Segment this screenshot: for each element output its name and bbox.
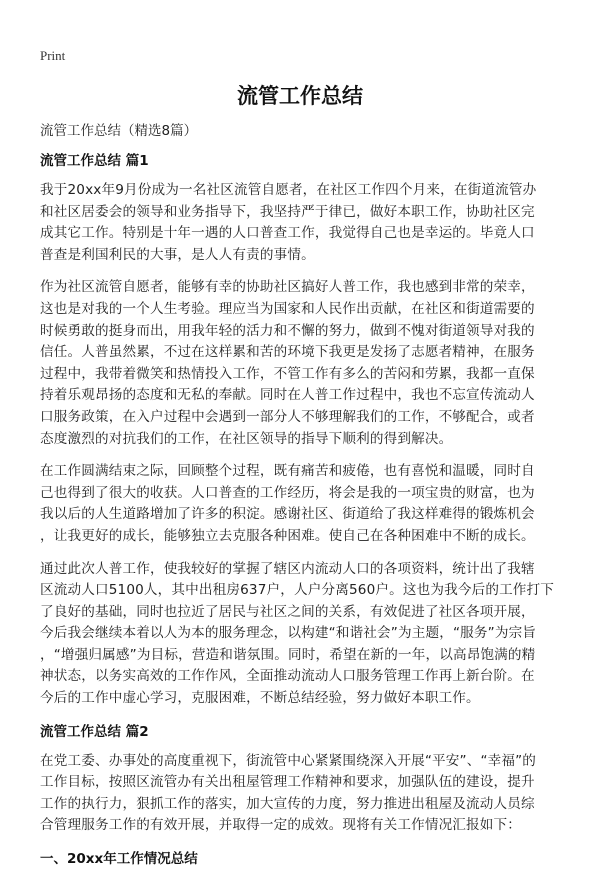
paragraph (40, 461, 570, 547)
paragraph-line: 和社区居委会的领导和业务指导下，我坚持严于律已，做好本职工作，协助社区完 (40, 203, 535, 220)
paragraph-line: 信任。人普虽然累，不过在这样累和苦的环境下我更是发扬了志愿者精神，在服务 (40, 344, 535, 361)
paragraph-line: 态度激烈的对抗我们的工作，在社区领导的指导下顺利的得到解决。 (40, 430, 453, 447)
paragraph-line: 这也是对我的一个人生考验。理应当为国家和人民作出贡献，在社区和街道需要的 (40, 300, 535, 317)
print-link[interactable]: Print (40, 48, 66, 63)
paragraph-line: 成其它工作。特别是十年一遇的人口普查工作，我觉得自己也是幸运的。毕竟人口 (40, 225, 535, 242)
paragraph-line: 己也得到了很大的收获。人口普查的工作经历，将会是我的一项宝贵的财富，也为 (40, 484, 535, 501)
section-heading: 流管工作总结 篇2 (40, 723, 149, 740)
document-body (40, 120, 570, 878)
document-title: 流管工作总结 (237, 84, 363, 108)
paragraph-line: 工作目标，按照区流管办有关出租屋管理工作精神和要求，加强队伍的建设，提升 (40, 774, 535, 791)
paragraph-line: 在工作圆满结束之际，回顾整个过程，既有痛苦和疲倦，也有喜悦和温暖，同时自 (40, 463, 535, 480)
paragraph-line: 今后我会继续本着以人为本的服务理念，以构建“和谐社会”为主题，“服务”为宗旨 (40, 625, 537, 642)
paragraph-line: 口服务政策，在入户过程中会遇到一部分人不够理解我们的工作，不够配合，或者 (40, 408, 535, 425)
paragraph-line: 持着乐观昂扬的态度和无私的奉献。同时在人普工作过程中，我也不忘宣传流动人 (40, 387, 535, 404)
paragraph-line: 神状态，以务实高效的工作作风，全面推动流动人口服务管理工作再上新台阶。在 (40, 668, 535, 685)
paragraph-line: ，让我更好的成长，能够独立去克服各种困难。使自己在各种困难中不断的成长。 (40, 527, 535, 544)
paragraph (40, 751, 570, 837)
paragraph-line: 通过此次人普工作，使我较好的掌握了辖区内流动人口的各项资料，统计出了我辖 (40, 560, 535, 577)
paragraph-line: ，“增强归属感”为目标，营造和谐氛围。同时，希望在新的一年，以高昂饱满的精 (40, 646, 536, 663)
section-heading: 流管工作总结 篇1 (40, 153, 149, 169)
paragraph-line: 普查是利国利民的大事，是人人有责的事情。 (40, 246, 315, 263)
paragraph-line: 我于20xx年9月份成为一名社区流管自愿者，在社区工作四个月来，在街道流管办 (40, 182, 537, 198)
paragraph-line: 我以后的人生道路增加了许多的积淀。感谢社区、街道给了我这样难得的锻炼机会 (40, 506, 535, 523)
paragraph-line: 时候勇敢的挺身而出，用我年轻的活力和不懈的努力，做到不愧对街道领导对我的 (40, 322, 535, 339)
paragraph-line: 合管理服务工作的有效开展，并取得一定的成效。现将有关工作情况汇报如下： (40, 817, 522, 834)
paragraph (40, 559, 570, 710)
paragraph-line: 区流动人口5100人，其中出租房637户，人户分离560户。这也为我今后的工作打下 (40, 582, 555, 599)
paragraph (40, 277, 570, 450)
paragraph-line: 作为社区流管自愿者，能够有幸的协助社区搞好人普工作，我也感到非常的荣幸， (40, 279, 535, 296)
paragraph-line: 在党工委、办事处的高度重视下，街流管中心紧紧围绕深入开展“平安”、“幸福”的 (40, 752, 537, 769)
paragraph-line: 了良好的基础，同时也拉近了居民与社区之间的关系，有效促进了社区各项开展， (40, 603, 535, 620)
section-subheading: 一、20xx年工作情况总结 (40, 851, 198, 868)
paragraph-line: 今后的工作中虚心学习，克服困难，不断总结经验，努力做好本职工作。 (40, 690, 480, 707)
paragraph-line: 过程中，我带着微笑和热情投入工作，不管工作有多么的苦闷和劳累，我都一直保 (40, 365, 535, 382)
paragraph-line: 工作的执行力，狠抓工作的落实，加大宣传的力度，努力推进出租屋及流动人员综 (40, 795, 535, 812)
document-subtitle: 流管工作总结（精选8篇） (40, 123, 198, 139)
paragraph (40, 180, 570, 266)
